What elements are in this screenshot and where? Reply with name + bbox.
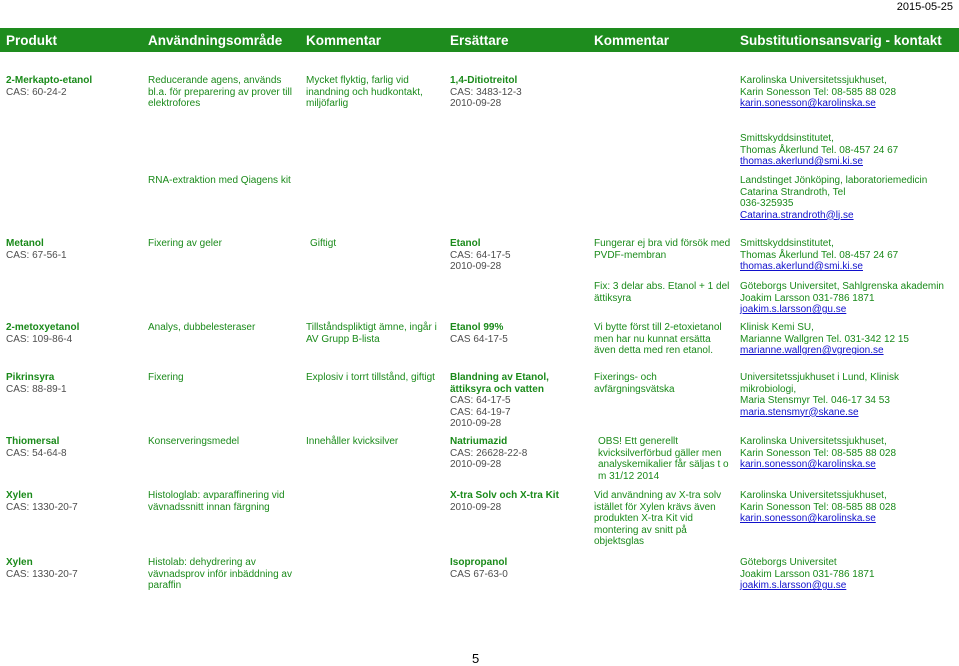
contact-line: Maria Stensmyr Tel. 046-17 34 53	[740, 395, 890, 406]
usage-cell	[148, 175, 291, 187]
usage-line: Reducerande agens, används	[148, 75, 282, 86]
product-cas: CAS: 67-56-1	[6, 249, 67, 261]
product-cas: CAS: 109-86-4	[6, 333, 73, 345]
comment-cell	[306, 436, 398, 448]
usage-line: vävnadsprov inför inbäddning av	[148, 568, 292, 580]
substitute-cell	[450, 322, 508, 345]
contact-cell	[740, 436, 896, 471]
comment-line: AV Grupp B-lista	[306, 333, 380, 345]
header-substitutionsansvarig: Substitutionsansvarig - kontakt	[740, 33, 942, 48]
usage-line: elektrofores	[148, 98, 201, 109]
contact-email-link[interactable]: marianne.wallgren@vgregion.se	[740, 345, 884, 356]
comment-line: miljöfarlig	[306, 98, 349, 109]
contact-line: Klinisk Kemi SU,	[740, 322, 814, 333]
usage-line: Histologlab: avparaffinering vid	[148, 490, 285, 501]
contact-cell	[740, 490, 896, 525]
header-produkt: Produkt	[6, 33, 58, 48]
contact-line: Karolinska Universitetssjukhuset,	[740, 490, 887, 501]
substitute-name: Natriumazid	[450, 436, 508, 447]
substitute-cas: CAS 67-63-0	[450, 568, 508, 580]
usage-cell	[148, 436, 239, 448]
remark-cell	[594, 281, 729, 304]
product-cas: CAS: 54-64-8	[6, 447, 67, 459]
substitute-name: Isopropanol	[450, 557, 508, 568]
product-cell	[6, 238, 67, 261]
substitute-cas: CAS: 64-17-5	[450, 249, 511, 261]
substitute-cas: CAS 64-17-5	[450, 333, 508, 345]
comment-line: inandning och hudkontakt,	[306, 86, 423, 98]
remark-line: Fix: 3 delar abs. Etanol + 1 del	[594, 281, 730, 292]
remark-line: Vi bytte först till 2-etoxietanol	[594, 322, 722, 333]
contact-cell	[740, 557, 875, 592]
remark-line: Fungerar ej bra vid försök med	[594, 238, 731, 249]
usage-line: Fixering	[148, 372, 184, 383]
product-name: Thiomersal	[6, 436, 60, 447]
product-cell	[6, 372, 67, 395]
contact-line: Smittskyddsinstitutet,	[740, 238, 834, 249]
contact-cell	[740, 133, 898, 168]
contact-line: 036-325935	[740, 198, 794, 209]
contact-email-link[interactable]: karin.sonesson@karolinska.se	[740, 459, 876, 470]
substitute-cell	[450, 238, 511, 273]
comment-line: Mycket flyktig, farlig vid	[306, 75, 409, 86]
contact-line: Karolinska Universitetssjukhuset,	[740, 436, 887, 447]
remark-line: objektsglas	[594, 536, 645, 547]
comment-cell	[310, 238, 336, 250]
substitute-name: Etanol	[450, 238, 481, 249]
header-kommentar-2: Kommentar	[594, 33, 670, 48]
contact-line: Thomas Åkerlund Tel. 08-457 24 67	[740, 144, 899, 156]
contact-line: mikrobiologi,	[740, 383, 797, 395]
substitute-date: 2010-09-28	[450, 261, 502, 272]
remark-line: kvicksilverförbud gäller men	[598, 447, 722, 459]
usage-cell	[148, 557, 292, 592]
remark-line: men har nu kunnat ersätta	[594, 333, 711, 345]
comment-line: Explosiv i torrt tillstånd, giftigt	[306, 372, 435, 383]
contact-email-link[interactable]: thomas.akerlund@smi.ki.se	[740, 156, 863, 167]
usage-cell	[148, 322, 255, 334]
remark-cell	[594, 372, 675, 395]
remark-cell	[598, 436, 729, 482]
document-date: 2015-05-25	[896, 1, 953, 13]
usage-line: vävnadssnitt innan färgning	[148, 501, 270, 513]
contact-email-link[interactable]: karin.sonesson@karolinska.se	[740, 513, 876, 524]
product-cas: CAS: 88-89-1	[6, 383, 67, 395]
contact-line: Göteborgs Universitet, Sahlgrenska akademin	[740, 281, 944, 292]
contact-line: Thomas Åkerlund Tel. 08-457 24 67	[740, 249, 899, 261]
contact-cell	[740, 281, 944, 316]
substitute-cas: CAS: 64-19-7	[450, 406, 511, 418]
remark-line: montering av snitt på	[594, 524, 687, 536]
remark-cell	[594, 238, 730, 261]
usage-cell	[148, 238, 222, 250]
product-cas: CAS: 1330-20-7	[6, 501, 78, 513]
comment-line: Giftigt	[310, 238, 337, 249]
remark-line: ättiksyra	[594, 292, 632, 304]
contact-line: Universitetssjukhuset i Lund, Klinisk	[740, 372, 899, 383]
product-name: Metanol	[6, 238, 44, 249]
comment-line: Tillståndspliktigt ämne, ingår i	[306, 322, 437, 333]
remark-line: produkten X-tra Kit vid	[594, 513, 693, 524]
contact-line: Marianne Wallgren Tel. 031-342 12 15	[740, 333, 909, 345]
comment-line: Innehåller kvicksilver	[306, 436, 399, 447]
product-cas: CAS: 60-24-2	[6, 86, 67, 98]
substitute-name: ättiksyra och vatten	[450, 383, 544, 395]
substitute-date: 2010-09-28	[450, 418, 502, 429]
remark-cell	[594, 490, 721, 548]
contact-email-link[interactable]: maria.stensmyr@skane.se	[740, 406, 859, 418]
substitute-date: 2010-09-28	[450, 98, 502, 109]
usage-line: Konserveringsmedel	[148, 436, 240, 447]
usage-cell	[148, 75, 292, 110]
header-ersattare: Ersättare	[450, 33, 509, 48]
remark-line: m 31/12 2014	[598, 470, 660, 482]
substitute-name: Etanol 99%	[450, 322, 504, 333]
remark-line: istället för Xylen krävs även	[594, 501, 716, 513]
contact-email-link[interactable]: joakim.s.larsson@gu.se	[740, 580, 847, 591]
product-cell	[6, 75, 92, 98]
remark-cell	[594, 322, 722, 357]
product-cell	[6, 322, 79, 345]
substitute-cas: CAS: 64-17-5	[450, 395, 511, 406]
product-cell	[6, 557, 78, 580]
product-cas: CAS: 1330-20-7	[6, 568, 78, 580]
product-name: Pikrinsyra	[6, 372, 55, 383]
remark-line: PVDF-membran	[594, 249, 667, 261]
table-header	[0, 28, 959, 52]
substitute-date: 2010-09-28	[450, 459, 502, 470]
usage-cell	[148, 372, 184, 384]
remark-line: avfärgningsvätska	[594, 383, 675, 395]
header-kommentar: Kommentar	[306, 33, 382, 48]
substitute-cell	[450, 436, 527, 471]
page-number: 5	[472, 651, 480, 666]
remark-line: analyskemikalier får säljas t o	[598, 459, 729, 470]
usage-line: Fixering av geler	[148, 238, 222, 249]
contact-line: Karin Sonesson Tel: 08-585 88 028	[740, 501, 897, 513]
remark-line: OBS! Ett generellt	[598, 436, 679, 447]
contact-line: Landstinget Jönköping, laboratoriemedicin	[740, 175, 928, 186]
comment-cell	[306, 75, 423, 110]
contact-cell	[740, 322, 909, 357]
product-name: 2-Merkapto-etanol	[6, 75, 93, 86]
usage-line: paraffin	[148, 580, 182, 591]
contact-line: Karin Sonesson Tel: 08-585 88 028	[740, 447, 897, 459]
substitute-cell	[450, 557, 508, 580]
contact-email-link[interactable]: karin.sonesson@karolinska.se	[740, 98, 876, 109]
comment-cell	[306, 322, 437, 345]
substitute-cas: CAS: 26628-22-8	[450, 447, 528, 459]
contact-cell	[740, 175, 927, 221]
contact-line: Göteborgs Universitet	[740, 557, 837, 568]
substitute-name: X-tra Solv och X-tra Kit	[450, 490, 559, 501]
contact-email-link[interactable]: joakim.s.larsson@gu.se	[740, 304, 847, 315]
substitute-cell	[450, 372, 549, 430]
product-cell	[6, 490, 78, 513]
contact-line: Joakim Larsson 031-786 1871	[740, 568, 875, 580]
product-name: Xylen	[6, 557, 33, 568]
usage-line: Analys, dubbelesteraser	[148, 322, 256, 333]
contact-email-link[interactable]: thomas.akerlund@smi.ki.se	[740, 261, 863, 272]
substitute-name: Blandning av Etanol,	[450, 372, 549, 383]
comment-cell	[306, 372, 435, 384]
contact-line: Smittskyddsinstitutet,	[740, 133, 834, 144]
contact-line: Catarina Strandroth, Tel	[740, 186, 846, 198]
substitute-name: 1,4-Ditiotreitol	[450, 75, 518, 86]
product-cell	[6, 436, 67, 459]
remark-line: även detta med ren etanol.	[594, 345, 713, 356]
product-name: Xylen	[6, 490, 33, 501]
contact-email-link[interactable]: Catarina.strandroth@lj.se	[740, 209, 854, 221]
usage-line: Histolab: dehydrering av	[148, 557, 256, 568]
contact-cell	[740, 75, 896, 110]
usage-line: RNA-extraktion med Qiagens kit	[148, 175, 291, 186]
usage-cell	[148, 490, 285, 513]
contact-cell	[740, 238, 898, 273]
contact-line: Karin Sonesson Tel: 08-585 88 028	[740, 86, 897, 98]
usage-line: bl.a. för preparering av prover till	[148, 86, 292, 98]
substitute-cell	[450, 490, 559, 513]
header-anvandningsomrade: Användningsområde	[148, 33, 283, 48]
substitute-cas: CAS: 3483-12-3	[450, 86, 522, 98]
product-name: 2-metoxyetanol	[6, 322, 80, 333]
contact-cell	[740, 372, 899, 418]
substitute-cell	[450, 75, 522, 110]
remark-line: Vid användning av X-tra solv	[594, 490, 722, 501]
contact-line: Karolinska Universitetssjukhuset,	[740, 75, 887, 86]
remark-line: Fixerings- och	[594, 372, 657, 383]
substitute-date: 2010-09-28	[450, 501, 502, 513]
contact-line: Joakim Larsson 031-786 1871	[740, 292, 875, 304]
